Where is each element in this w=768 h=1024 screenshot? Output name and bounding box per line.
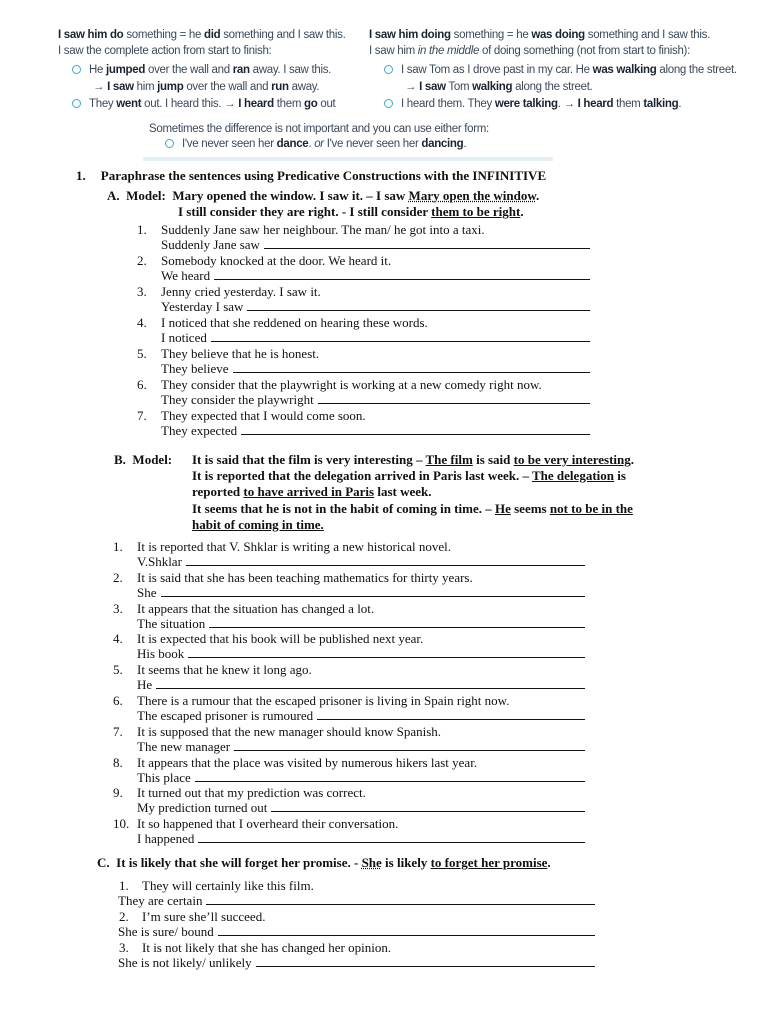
answer-prompt: They believe: [161, 361, 229, 376]
item-number: 3.: [137, 284, 147, 299]
item-number: 1.: [113, 539, 123, 554]
exercise-title: 1. Paraphrase the sentences using Predicative Constructions with the INFINITIVE: [76, 168, 547, 183]
part-b-label: B. Model:: [114, 452, 173, 467]
bullet-circle-icon: [72, 65, 81, 74]
right-example-2: I heard them. They were talking. → I heard them talking.: [384, 98, 681, 110]
item-question: It seems that he knew it long ago.: [137, 662, 312, 678]
answer-blank[interactable]: [209, 616, 585, 628]
answer-blank[interactable]: [233, 361, 591, 373]
exercise-answer-row: [137, 554, 585, 569]
answer-blank[interactable]: [211, 330, 590, 342]
answer-prompt: V.Shklar: [137, 554, 182, 569]
exercise-answer-row: [137, 616, 585, 631]
note-text: Sometimes the difference is not important and you can use either form:: [149, 123, 489, 135]
answer-prompt: His book: [137, 646, 185, 662]
part-b-model-3: It seems that he is not in the habit of coming in time. – He seems not to be in the: [192, 501, 633, 516]
item-question: It appears that the place was visited by numerous hikers last year.: [137, 754, 478, 770]
item-question: It turned out that my prediction was correct.: [137, 785, 366, 801]
exercise-answer-row: [161, 299, 590, 314]
exercise-item: [137, 253, 391, 268]
item-number: 7.: [113, 723, 123, 739]
item-number: 3.: [119, 940, 129, 955]
exercise-answer-row: [137, 831, 585, 846]
answer-prompt: This place: [137, 769, 191, 785]
item-number: 3.: [113, 600, 123, 616]
answer-prompt: My prediction turned out: [137, 800, 268, 816]
exercise-item: [113, 816, 398, 831]
part-a-model-2: I still consider they are right. - I still consider them to be right.: [178, 204, 524, 219]
answer-blank[interactable]: [256, 955, 595, 967]
exercise-item: [137, 346, 319, 361]
bullet-circle-icon: [165, 139, 174, 148]
answer-prompt: The escaped prisoner is rumoured: [137, 708, 314, 723]
part-b-model-3-cont: habit of coming in time.: [192, 517, 324, 532]
answer-prompt: Suddenly Jane saw: [161, 237, 260, 252]
exercise-item: [119, 878, 314, 893]
item-question: There is a rumour that the escaped prisoner is living in Spain right now.: [137, 693, 510, 708]
answer-prompt: I noticed: [161, 330, 207, 345]
right-subheading: I saw him in the middle of doing something (not from start to finish):: [369, 45, 690, 57]
arrow-right-icon: →: [563, 98, 575, 110]
part-b-model-2: It is reported that the delegation arrived in Paris last week. – The delegation is: [192, 468, 626, 483]
answer-blank[interactable]: [241, 423, 590, 435]
exercise-answer-row: [137, 677, 585, 692]
exercise-item: [137, 408, 366, 423]
left-example-1: He jumped over the wall and ran away. I saw this.: [72, 64, 331, 76]
left-example-2: They went out. I heard this. → I heard them go out: [72, 98, 335, 110]
answer-blank[interactable]: [317, 708, 585, 720]
exercise-answer-row: [137, 800, 585, 815]
item-question: It so happened that I overheard their conversation.: [137, 816, 399, 832]
bullet-circle-icon: [72, 99, 81, 108]
item-number: 4.: [137, 315, 147, 330]
arrow-right-icon: →: [93, 81, 105, 93]
answer-prompt: They consider the playwright: [161, 392, 314, 407]
exercise-item: [113, 785, 366, 800]
item-number: 2.: [113, 569, 123, 585]
answer-blank[interactable]: [264, 237, 590, 249]
answer-blank[interactable]: [247, 299, 590, 311]
answer-blank[interactable]: [234, 739, 585, 751]
answer-blank[interactable]: [214, 268, 590, 280]
item-question: It appears that the situation has changed a lot.: [137, 600, 375, 616]
bullet-circle-icon: [384, 99, 393, 108]
exercise-item: [113, 693, 509, 708]
item-number: 1.: [137, 222, 147, 237]
item-question: They will certainly like this film.: [142, 878, 314, 893]
part-c-model: C. It is likely that she will forget her promise. - She is likely to forget her promise.: [97, 855, 551, 870]
item-number: 1.: [119, 878, 129, 893]
item-question: They expected that I would come soon.: [161, 408, 366, 423]
answer-blank[interactable]: [218, 924, 595, 936]
item-question: It is supposed that the new manager should know Spanish.: [137, 723, 442, 739]
exercise-item: [113, 539, 451, 554]
answer-prompt: Yesterday I saw: [161, 299, 244, 314]
exercise-answer-row: [161, 330, 590, 345]
exercise-answer-row: [161, 392, 590, 407]
answer-blank[interactable]: [188, 646, 585, 658]
item-question: They consider that the playwright is working at a new comedy right now.: [161, 377, 542, 392]
item-question: I’m sure she’ll succeed.: [142, 909, 266, 924]
exercise-item: [137, 377, 542, 392]
item-question: Suddenly Jane saw her neighbour. The man/ he got into a taxi.: [161, 222, 485, 237]
answer-blank[interactable]: [156, 677, 585, 689]
answer-prompt: She is not likely/ unlikely: [118, 955, 252, 970]
exercise-item: [113, 724, 441, 739]
exercise-answer-row: [161, 361, 590, 376]
item-number: 8.: [113, 754, 123, 770]
answer-prompt: I happened: [137, 831, 195, 847]
answer-prompt: The situation: [137, 615, 206, 631]
item-question: It is not likely that she has changed her opinion.: [142, 940, 392, 955]
answer-prompt: They are certain: [118, 893, 203, 908]
answer-prompt: She is sure/ bound: [118, 924, 214, 939]
answer-blank[interactable]: [318, 392, 590, 404]
right-heading: I saw him doing something = he was doing something and I saw this.: [369, 29, 711, 41]
item-number: 6.: [113, 693, 123, 708]
arrow-right-icon: →: [224, 98, 236, 110]
item-question: It is expected that his book will be published next year.: [137, 631, 424, 647]
left-heading: I saw him do something = he did something and I saw this.: [58, 29, 346, 41]
item-number: 10.: [113, 816, 130, 832]
answer-prompt: They expected: [161, 423, 238, 438]
exercise-item: [137, 222, 485, 237]
exercise-answer-row: [118, 924, 595, 939]
bullet-circle-icon: [384, 65, 393, 74]
exercise-item: [119, 940, 391, 955]
item-number: 5.: [137, 346, 147, 361]
part-a-model-1: A. Model: Mary opened the window. I saw it. – I saw Mary open the window.: [107, 188, 540, 203]
item-number: 9.: [113, 785, 123, 801]
item-question: Jenny cried yesterday. I saw it.: [161, 284, 321, 299]
exercise-answer-row: [137, 585, 585, 600]
item-question: It is reported that V. Shklar is writing a new historical novel.: [137, 539, 451, 554]
answer-blank[interactable]: [195, 770, 585, 782]
exercise-item: [137, 315, 428, 330]
item-question: I noticed that she reddened on hearing these words.: [161, 315, 428, 330]
item-number: 6.: [137, 377, 147, 392]
exercise-answer-row: [137, 646, 585, 661]
answer-blank[interactable]: [271, 800, 585, 812]
note-example: I've never seen her dance. or I've never seen her dancing.: [165, 138, 466, 150]
item-number: 7.: [137, 408, 147, 423]
exercise-answer-row: [161, 268, 590, 283]
divider-bar: [143, 157, 553, 161]
answer-prompt: She: [137, 584, 157, 600]
answer-blank[interactable]: [206, 893, 595, 905]
answer-prompt: The new manager: [137, 738, 231, 754]
left-subheading: I saw the complete action from start to finish:: [58, 45, 272, 57]
item-question: Somebody knocked at the door. We heard it.: [161, 253, 392, 268]
exercise-item: [113, 601, 374, 616]
arrow-right-icon: →: [405, 81, 417, 93]
exercise-item: [113, 755, 477, 770]
exercise-answer-row: [118, 893, 595, 908]
exercise-answer-row: [118, 955, 595, 970]
exercise-answer-row: [161, 237, 590, 252]
part-b-model-1: It is said that the film is very interesting – The film is said to be very interesting.: [192, 452, 635, 467]
exercise-answer-row: [137, 770, 585, 785]
exercise-answer-row: [137, 739, 585, 754]
exercise-item: [137, 284, 321, 299]
answer-prompt: He: [137, 677, 153, 693]
answer-blank[interactable]: [198, 831, 585, 843]
item-question: They believe that he is honest.: [161, 346, 320, 361]
item-number: 2.: [137, 253, 147, 268]
item-number: 4.: [113, 631, 123, 647]
exercise-item: [119, 909, 265, 924]
exercise-answer-row: [161, 423, 590, 438]
left-example-1-transform: → I saw him jump over the wall and run away.: [93, 81, 320, 93]
exercise-item: [113, 662, 312, 677]
exercise-item: [113, 631, 423, 646]
item-number: 5.: [113, 662, 123, 678]
item-number: 2.: [119, 909, 129, 924]
right-example-1: I saw Tom as I drove past in my car. He was walking along the street.: [384, 64, 737, 76]
answer-prompt: We heard: [161, 268, 211, 283]
part-b-model-2-cont: reported to have arrived in Paris last week.: [192, 484, 432, 499]
exercise-answer-row: [137, 708, 585, 723]
answer-blank[interactable]: [161, 585, 586, 597]
answer-blank[interactable]: [186, 554, 585, 566]
item-question: It is said that she has been teaching mathematics for thirty years.: [137, 569, 473, 585]
exercise-item: [113, 570, 473, 585]
right-example-1-transform: → I saw Tom walking along the street.: [405, 81, 593, 93]
